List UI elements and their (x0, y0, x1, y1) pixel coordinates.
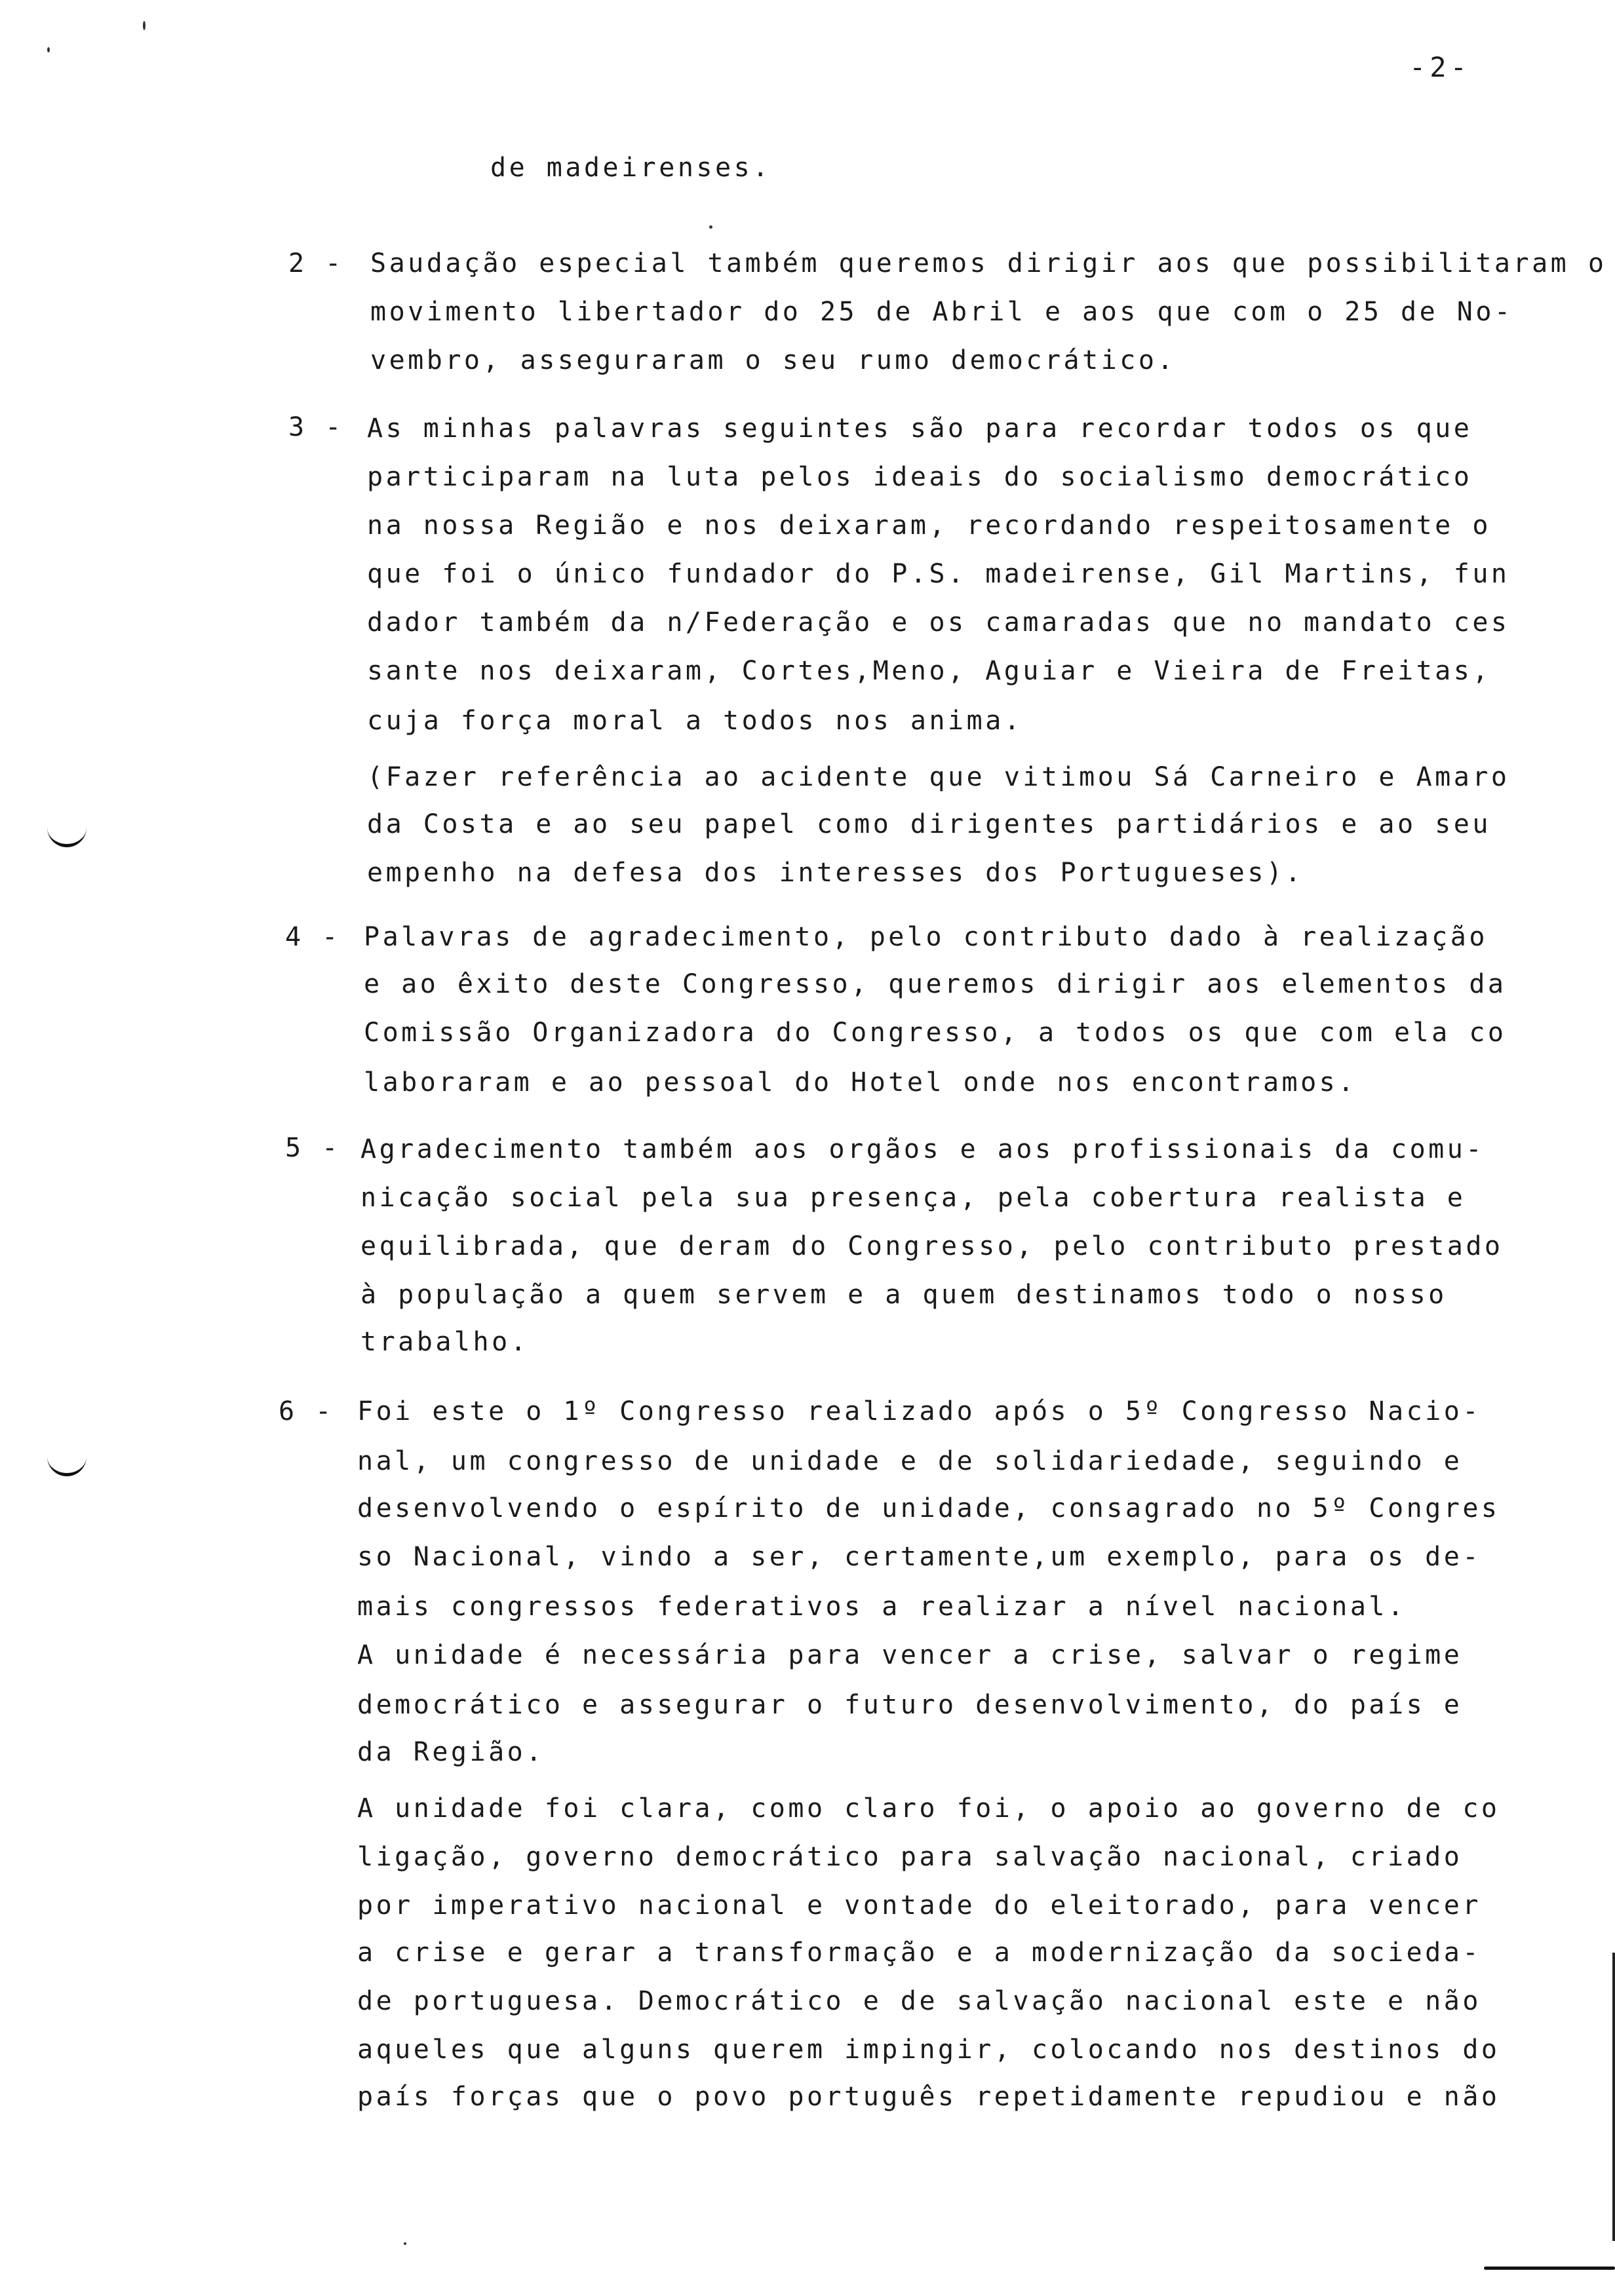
paragraph-line: dador também da n/Federação e os camaradas que no mandato ces (367, 607, 1510, 638)
paragraph-line: Agradecimento também aos orgãos e aos profissionais da comu- (360, 1134, 1485, 1164)
scan-speck (709, 225, 712, 229)
paragraph-line: na nossa Região e nos deixaram, recordando respeitosamente o (367, 510, 1491, 541)
scan-speck (47, 47, 50, 52)
item-number: 6 - (279, 1396, 334, 1426)
paragraph-line: Foi este o 1º Congresso realizado após o 5º Congresso Nacio- (357, 1396, 1481, 1426)
item-number: 3 - (288, 412, 344, 442)
paragraph-line: participaram na luta pelos ideais do socialismo democrático (367, 462, 1473, 492)
paragraph-line: aqueles que alguns querem impingir, colocando nos destinos do (357, 2035, 1500, 2065)
intro-line: de madeirenses. (490, 153, 771, 183)
paragraph-line: cuja força moral a todos nos anima. (367, 706, 1023, 736)
paragraph-line: democrático e assegurar o futuro desenvolvimento, do país e (357, 1690, 1463, 1720)
page-number: -2- (1409, 51, 1471, 83)
paragraph-line: da Região. (357, 1737, 545, 1767)
scan-speck (143, 21, 146, 30)
paragraph-line: Palavras de agradecimento, pelo contributo dado à realização (364, 922, 1488, 952)
paragraph-line: país forças que o povo português repetidamente repudiou e não (357, 2082, 1500, 2112)
paragraph-line: de portuguesa. Democrático e de salvação nacional este e não (357, 1986, 1481, 2016)
paragraph-line: Saudação especial também queremos dirigir aos que possibilitaram o (370, 248, 1607, 278)
punch-hole-mark (47, 824, 87, 847)
paragraph-line: equilibrada, que deram do Congresso, pelo contributo prestado (360, 1231, 1504, 1261)
paragraph-line: e ao êxito deste Congresso, queremos dirigir aos elementos da (364, 969, 1507, 999)
paragraph-line: a crise e gerar a transformação e a modernização da socieda- (357, 1938, 1481, 1968)
paragraph-line: ligação, governo democrático para salvação nacional, criado (357, 1842, 1463, 1872)
paragraph-line: laboraram e ao pessoal do Hotel onde nos encontramos. (364, 1067, 1357, 1098)
paragraph-line: da Costa e ao seu papel como dirigentes partidários e ao seu (367, 809, 1491, 839)
paragraph-line: Comissão Organizadora do Congresso, a todos os que com ela co (364, 1018, 1507, 1048)
paragraph-line: mais congressos federativos a realizar a nível nacional. (357, 1592, 1407, 1622)
paragraph-line: movimento libertador do 25 de Abril e aos que com o 25 de No- (370, 297, 1513, 327)
paragraph-line: vembro, asseguraram o seu rumo democrático. (370, 345, 1177, 375)
paragraph-line: nal, um congresso de unidade e de solidariedade, seguindo e (357, 1446, 1463, 1476)
page-edge-bottom (1484, 2267, 1615, 2270)
paragraph-line: trabalho. (360, 1327, 530, 1357)
paragraph-line: que foi o único fundador do P.S. madeirense, Gil Martins, fun (367, 559, 1510, 589)
paragraph-line: por imperativo nacional e vontade do eleitorado, para vencer (357, 1890, 1481, 1921)
paragraph-line: sante nos deixaram, Cortes,Meno, Aguiar e Vieira de Freitas, (367, 656, 1491, 686)
item-number: 2 - (288, 248, 344, 278)
paragraph-line: (Fazer referência ao acidente que vitimou Sá Carneiro e Amaro (367, 762, 1510, 792)
paragraph-line: so Nacional, vindo a ser, certamente,um exemplo, para os de- (357, 1542, 1481, 1572)
paragraph-line: desenvolvendo o espírito de unidade, consagrado no 5º Congres (357, 1493, 1500, 1523)
page-edge (1612, 1953, 1615, 2241)
item-number: 4 - (285, 922, 341, 952)
paragraph-line: nicação social pela sua presença, pela cobertura realista e (360, 1183, 1466, 1213)
paragraph-line: à população a quem servem e a quem destinamos todo o nosso (360, 1280, 1447, 1310)
item-number: 5 - (285, 1133, 341, 1163)
paragraph-line: As minhas palavras seguintes são para recordar todos os que (367, 413, 1473, 444)
punch-hole-mark (47, 1453, 87, 1476)
paragraph-line: empenho na defesa dos interesses dos Portugueses). (367, 858, 1304, 888)
scan-speck (404, 2242, 406, 2245)
paragraph-line: A unidade foi clara, como claro foi, o apoio ao governo de co (357, 1793, 1500, 1824)
paragraph-line: A unidade é necessária para vencer a crise, salvar o regime (357, 1640, 1463, 1670)
